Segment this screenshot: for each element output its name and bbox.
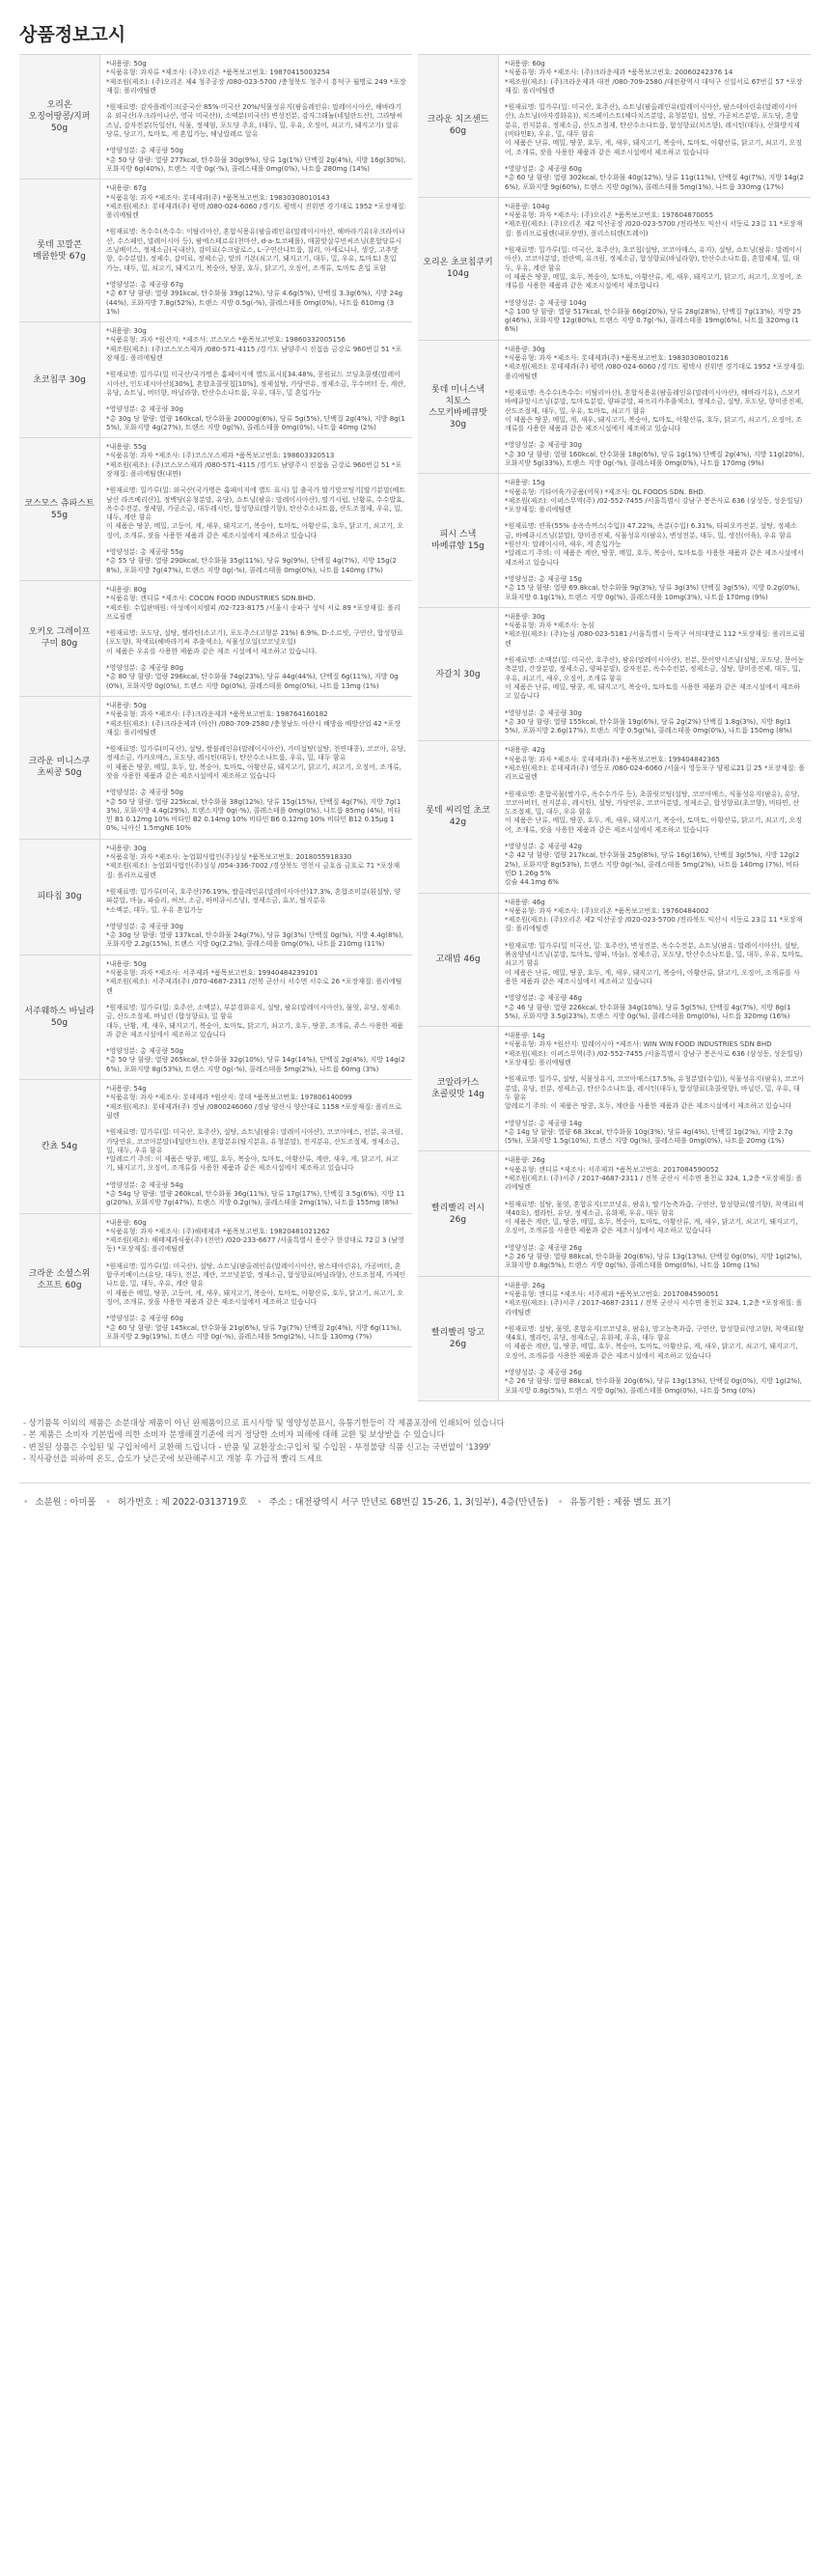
product-info-block: *원재료명: 옥수수(옥수수: 이탈리아산), 혼합식용유(팜올레인유(말레이시아산), 해바라기유), 스모키바베큐맛시즈닝(분말, 토마토분말, 양파분말, 파프리카추출색소), 정제소금, 설탕, 포도당, 향미증진제, 산도조절제, 대두, 밀, 우유, 토마토, 쇠고기 함유 이 제품은 땅콩, 메밀, 게, 새우, 돼지고기, 복숭아, 토마토, 아황산류, 호두, 닭고기, 쇠고기, 오징어, 조개류를 사용한 제품과 같은 제조시설에서 제조하고 있습니다 — [505, 388, 804, 433]
product-info-block: *원재료명: 연육(55% 송옥속꺼스(수입)) 47.22%, 옥분(수입) 6.31%, 타피오카전분, 설탕, 정제소금, 바베큐시즈닝(분말), 향미증진제, 식물성유지(팜유), 변성전분, 대두, 밀, 생선(어육), 우유 함유 *원산지: 말레이시아, 새우, 게 혼입가능 *알레르기 주의: 이 제품은 계란, 땅콩, 메밀, 호두, 복숭아, 토마토를 사용한 제품과 같은 제조시설에서 제조하고 있습니다 — [505, 522, 804, 567]
product-detail — [499, 1277, 811, 1400]
product-name: 코스모스 츄파스트 55g — [19, 438, 100, 580]
footer-seller: 소분원 : 아미몰 — [35, 1496, 97, 1508]
product-info-block: *내용량: 30g *식품유형: 과자 *제조사: 농업회사법인(주)싱싱 *품목보고번호: 2018055918330 *제조원(제조): 농업회사법인(주)싱싱 /054-336-7002 /경상북도 영천시 금호읍 금호로 71 *포장재질: 폴리프로필렌 — [106, 844, 401, 879]
product-detail — [100, 438, 412, 580]
product-row — [19, 322, 412, 438]
product-info-block: *원재료명: 밀가루(밀 미국산/국가명은 홈페이지에 별도표시)[34.48%, 콩원료드 코딩초콜렛(말레이시아산, 인도네시아산)[30%], 혼합초콜릿칩[10%], 정제설탕, 가당연유, 정제소금, 무수버터 등, 계란, 유당, 쇼트닝, 버터향, 바닐라향, 탄산수소나트륨, 우유, 대두, 밀 혼입가능 — [106, 371, 406, 397]
product-row — [19, 840, 412, 956]
product-detail — [100, 697, 412, 839]
product-info-block: *원재료명: 밀가루(밀 미국산, 밀: 호주산), 변성전분, 옥수수전분, 쇼트닝(팜유: 말레이시아산), 설탕, 볶음양념시즈닝(분말, 토마토, 양파, 마늘), 정제소금, 포도당, 탄산수소나트륨, 밀, 대두, 우유, 토마토, 쇠고기 함유 이 제품은 난류, 메밀, 땅콩, 호두, 게, 새우, 돼지고기, 복숭아, 아황산류, 닭고기, 오징어, 조개류를 사용한 제품과 같은 제조시설에서 제조하고 있습니다 — [505, 941, 804, 985]
product-info-block: *원재료명: 밀가루, 설탕, 식물성유지, 코코아매스(17.5%, 유청분말(수입)), 식물성유지(팜유), 코코아분말, 유당, 전분, 정제소금, 탄산수소나트륨, 레시틴(대두), 합성향료(초콜릿향), 바닐린, 밀, 우유, 대두 함유 알레르기 주의: 이 제품은 땅콩, 호두, 계란을 사용한 제품과 같은 제조시설에서 제조하고 있습니다 — [505, 1075, 805, 1111]
product-info-block: *내용량: 54g *식품유형: 과자 *제조사: 롯데제과 *원산지: 롯데 *품목보고번호: 197806140099 *제조원(제조): 롯데제과(주) 경남 /0800246060 /경남 양산시 양산대로 1158 *포장재질: 폴리프로필렌 — [106, 1085, 401, 1120]
product-info-block: *원재료명: 설탕, 물엿, 혼합유지(코코넛유, 팜유), 망고농축과즙, 구연산, 합성향료(망고향), 착색료(황색4호), 젤라틴, 유당, 정제소금, 유화제, 우유, 대두 함유 이 제품은 계란, 밀, 땅콩, 메밀, 호두, 복숭아, 토마토, 아황산류, 게, 새우, 닭고기, 쇠고기, 돼지고기, 오징어, 조개류를 사용한 제품과 같은 제조시설에서 제조하고 있습니다 — [505, 1324, 804, 1360]
product-info-block: *내용량: 60g *식품유형: 과자 *제조사: (주)해태제과 *품목보고번호: 19820481021262 *제조원(제조): 해태제과식품(주) (천안) /020-233-6677 /서울특별시 용산구 한강대로 72길 3 (남영동) *포장재질: 폴리에틸렌 — [106, 1218, 404, 1254]
product-info-block: *원재료명: 밀가루(밀: 미국산, 호주산), 설탕, 쇼트닝(팜유: 말레이시아산), 코코아매스, 전분, 유크림, 가당연유, 코코아분말(네덜란드산), 혼합분유(탈지분유, 유청분말), 전지분유, 산도조절제, 정제소금, 밀, 대두, 우유 함유 *알레르기 주의: 이 제품은 땅콩, 메밀, 호두, 복숭아, 토마토, 아황산류, 계란, 새우, 게, 닭고기, 쇠고기, 돼지고기, 오징어, 조개류를 사용한 제품과 같은 제조시설에서 제조하고 있습니다 — [106, 1128, 403, 1173]
product-info-block: *내용량: 30g *식품유형: 과자 *제조사: 농심 *제조원(제조): (주)농심 /080-023-5181 /서울특별시 동작구 여의대방로 112 *포장재질: 폴리프로필렌 — [505, 612, 805, 648]
product-row — [418, 1151, 811, 1276]
product-info-block: *내용량: 50g *식품유형: 과자 *제조사: (주)크라운제과 *품목보고번호: 198764160182 *제조원(제조): (주)크라운제과 (아산) /080-709-2580 /충청남도 아산시 배방읍 배방산업 42 *포장재질: 폴리에틸렌 — [106, 701, 401, 736]
product-info-block: *원재료명: 밀가루(미국산), 설탕, 쌀불레인유(말레이시아산), 가미설탕(설탕, 천연대콩), 코코아, 유당, 정제소금, 카카오매스, 포도당, 레시틴(대두), 탄산수소나트륨, 우유, 밀, 대두 함유 이 제품은 땅콩, 메밀, 호두, 알, 복숭아, 토마토, 아황산류, 돼지고기, 닭고기, 쇠고기, 오징어, 조개류, 잣을 사용한 제품과 같은 제조시설에서 제조하고 있습니다 — [106, 745, 406, 780]
product-info-block: *원재료명: 밀가루(밀: 미국산), 설탕, 쇼트닝(팜올레인유(말레이시아산, 팜스테아린유), 가공버터, 혼합쿠키베이스(유당, 대두), 전분, 계란, 코코넛분말, 정제소금, 합성향료(바닐라향), 산도조절제, 카제인나트륨, 밀, 대두, 우유, 계란 함유 이 제품은 메밀, 땅콩, 고등어, 게, 새우, 돼지고기, 복숭아, 토마토, 아황산류, 호두, 닭고기, 쇠고기, 오징어, 조개류, 잣을 사용한 제품과 같은 제조시설에서 제조하고 있습니다 — [106, 1261, 406, 1306]
product-name: 코알라카스 초콜릿맛 14g — [418, 1027, 499, 1150]
product-name: 피타칩 30g — [19, 840, 100, 955]
bullet-icon: • — [557, 1496, 564, 1508]
product-info-block: *영양성분: 총 제공량 60g *총 60 당 함량: 열량 145kcal, 탄수화물 21g(6%), 당류 7g(7%) 단백질 2g(4%), 지방 6g(11%), 포화지방 2.9g(19%), 트랜스 지방 0g(-%), 콜레스테롤 5mg(2%), 나트륨 130mg (7%) — [106, 1315, 401, 1341]
product-info-block: *영양성분: 총 제공량 55g *총 55 당 함량: 열량 290kcal, 탄수화물 35g(11%), 당류 9g(9%), 단백질 4g(7%), 지방 15g(28%), 포화지방 7g(47%), 트랜스 지방 0g(-%), 콜레스테롤 0mg(0%), 나트륨 140mg (7%) — [106, 548, 397, 574]
product-name: 롯데 꼬깔콘 매콤한맛 67g — [19, 180, 100, 321]
product-info-block: *내용량: 14g *식품유형: 과자 *원산지: 말레이시아 *제조사: WIN WIN FOOD INDUSTRIES SDN BHD *제조원(제조): 이퍼스무역(주) /02-552-7455 /서울특별시 강남구 봉은사로 636 (삼성동, 성운빌딩) *포장재질: 폴리에틸렌 — [505, 1032, 803, 1067]
product-info-block: *영양성분: 총 제공량 14g *총 14g 당 함량: 열량 68.3kcal, 탄수화물 10g(3%), 당류 4g(4%), 단백질 1g(2%), 지방 2.7g(5%), 포화지방 1.5g(10%), 트랜스 지방 0g(%), 콜레스테롤 0mg(0%), 나트륨 20mg (1%) — [505, 1119, 793, 1146]
product-row — [19, 180, 412, 322]
product-info-block: *내용량: 30g *식품유형: 과자 *제조사: 롯데제과(주) *품목보고번호: 19830308010216 *제조원(제조): 롯데제과(주) 평택 /080-024-6060 /경기도 평택시 진위면 경기대로 1952 *포장재질: 폴리에틸렌 — [505, 345, 805, 380]
product-info-block: *원재료명: 설탕, 물엿, 혼합유지(코코넛유, 팜유), 딸기농축과즙, 구연산, 합성향료(딸기향), 착색료(적색40호), 젤라틴, 유당, 정제소금, 유화제, 우유, 대두 함유 이 제품은 계란, 밀, 땅콩, 메밀, 호두, 복숭아, 토마토, 아황산류, 게, 새우, 닭고기, 쇠고기, 돼지고기, 오징어, 조개류를 사용한 제품과 같은 제조시설에서 제조하고 있습니다 — [505, 1200, 804, 1235]
product-name: 크라운 소셜스위 소프트 60g — [19, 1214, 100, 1347]
product-info-block: *영양성분: 총 제공량 67g *총 67 당 함량: 열량 391kcal, 탄수화물 39g(12%), 당류 4.6g(5%), 단백질 3.3g(6%), 지방 24g(44%), 포화지방 7.8g(52%), 트랜스 지방 0.5g(-%), 콜레스테롤 0mg(0%), 나트륨 610mg (31%) — [106, 280, 403, 316]
product-detail — [100, 180, 412, 321]
product-name: 고래밥 46g — [418, 894, 499, 1027]
product-info-block: *영양성분: 총 제공량 104g *총 100 당 함량: 열량 517kcal, 탄수화물 66g(20%), 당류 28g(28%), 단백질 7g(13%), 지방 25g(46%), 포화지방 12g(80%), 트랜스 지방 0.7g(-%), 콜레스테롤 19mg(6%), 나트륨 320mg (16%) — [505, 298, 802, 334]
bullet-icon: • — [23, 1496, 29, 1508]
product-info-block: *영양성분: 총 제공량 30g *총 30g 당 함량: 열량 137kcal, 탄수화물 24g(7%), 당류 3g(3%) 단백질 0g(%), 지방 4.4g(8%), 포화지방 2.2g(15%), 트랜스 지방 0g(2.2%), 콜레스테롤 0mg(0%), 나트륨 210mg (11%) — [106, 922, 404, 949]
bullet-icon: • — [257, 1496, 263, 1508]
product-info-block: *내용량: 26g *식품유형: 캔디류 *제조사: 서주제과 *품목보고번호: 2017084590052 *제조원(제조): (주)서주 / 2017-4687-2311 / 전북 군산시 서수면 용천로 324, 1,2층 *포장재질: 폴리에틸렌 — [505, 1156, 803, 1192]
product-name: 오리온 초코칩쿠키 104g — [418, 198, 499, 340]
product-info-block: *내용량: 50g *식품유형: 과자류 *제조사: (주)오리온 *품목보고번호: 19870415003254 *제조원(제조): (주)오리온 제4 청주공장 /080-023-5700 /충청북도 청주시 흥덕구 월명로 249 *포장재질: 폴리에틸렌 — [106, 60, 406, 95]
product-name: 롯데 미니스낵 치토스 스모키바베큐맛 30g — [418, 341, 499, 474]
product-info-block: *원재료명: 감자플레이크(중국산 85%·미국산 20%/식물성유지(팜올레인유: 말레이시아산, 해바라기유 외국산(우크라이나산, 영국 미국산)), 소맥분(미국산) 변성전분, 감자그래뉼(네덜란드산), 그라탕씨즈닝, 감자전분(독일산), 식물, 정제염, 포도당 주요, (대두, 밀, 우유, 오징어, 쇠고기, 돼지고기) 알유 당류, 당고기, 토마토, 게 혼입가능, 해낭알레르 알유 — [106, 103, 403, 139]
product-row — [19, 956, 412, 1080]
business-footer — [19, 1482, 811, 1518]
product-info-block: *내용량: 50g *식품유형: 과자 *제조사: 서주제과 *품목보고번호: 19940484239101 *제조원(제조): 서주제과(주) /070-4687-2311 /전북 군산시 서수면 서수로 26 *포장재질: 폴리에틸렌 — [106, 959, 402, 995]
product-detail — [499, 1151, 811, 1275]
product-info-block: *내용량: 67g *식품유형: 과자 *제조사: 롯데제과(주) *품목보고번호: 19830308010143 *제조원(제조): 롯데제과(주) 평택 /080-024-6060 /경기도 평택시 진위면 경기대로 1952 *포장재질: 폴리에틸렌 — [106, 184, 406, 220]
notice-list — [19, 1417, 811, 1465]
product-row — [418, 608, 811, 742]
product-row — [418, 1277, 811, 1401]
product-name: 크라운 미니스쿠 초씨콩 50g — [19, 697, 100, 839]
product-name: 피시 스낵 바베큐향 15g — [418, 474, 499, 607]
product-name: 빨리빨리 러시 26g — [418, 1151, 499, 1275]
product-info-block: *내용량: 60g *식품유형: 과자 *제조사: (주)크라운제과 *품목보고번호: 20060242376 14 *제조원(제조): (주)크라운제과 대전 /080-709-2580 /대전광역시 대덕구 신일서로 67번길 57 *포장재질: 폴리에틸렌 — [505, 60, 803, 95]
product-name: 크라운 치즈센드 60g — [418, 55, 499, 197]
footer-address: 주소 : 대전광역시 서구 만년로 68번길 15-26, 1, 3(일부), 4층(만년동) — [268, 1496, 548, 1508]
product-info-block: *원재료명: 밀가루(밀: 외국산(국가명은 홈페이지에 별도 표시) 밀 출곡가 딸기맛코팅기[딸기분말(베트남산 라즈베리산)], 정백당(유청분말, 유당), 쇼트닝(팜유: 말레이시아산), 딸기시럽, 난황류, 수수발효, 옥수수전분, 정제염, 가공소금, 대두레시틴, 합성향료(딸기향), 탄산수소나트륨, 산도조절제, 우유, 밀, 대두, 계란 함유 이 제품은 땅콩, 메밀, 고등어, 게, 새우, 돼지고기, 복숭아, 토마토, 아황산류, 호두, 닭고기, 쇠고기, 오징어, 조개류, 잣을 사용한 제품과 같은 제조시설에서 제조하고 있습니다 — [106, 486, 406, 540]
product-row — [418, 894, 811, 1028]
notice-line: - 직사광선을 피하여 온도, 습도가 낮은곳에 보관해주시고 개봉 후 가급적 빨리 드세요 — [23, 1454, 323, 1464]
product-name: 자갈치 30g — [418, 608, 499, 741]
notice-line: - 상기품목 이외의 제품은 소분대상 제품이 아닌 완제품이므로 표시사항 및 영양성분표시, 유통기한등이 각 제품포장에 인쇄되어 있습니다 — [23, 1417, 505, 1427]
product-detail — [499, 341, 811, 474]
footer-license: 허가번호 : 제 2022-0313719호 — [117, 1496, 248, 1508]
product-detail — [100, 581, 412, 696]
product-info-block: *영양성분: 총 제공량 15g *총 15 당 함량: 열량 69.8kcal, 탄수화물 9g(3%), 당류 3g(3%) 단백질 3g(5%), 지방 0.2g(0%), 포화지방 0.1g(1%), 트랜스 지방 0g(%), 콜레스테롤 10mg(3%), 나트륨 170mg (9%) — [505, 574, 800, 601]
product-row — [418, 198, 811, 341]
product-info-block: *영양성분: 총 제공량 54g *총 54g 당 함량: 열량 260kcal, 탄수화물 36g(11%), 당류 17g(17%), 단백질 3.5g(6%), 지방 11g(20%), 포화지방 7g(47%), 트랜스 지방 0.2g(%), 콜레스테롤 2mg(1%), 나트륨 155mg (8%) — [106, 1180, 405, 1207]
product-info-block: *영양성분: 총 제공량 42g *총 42 당 함량: 열량 217kcal, 탄수화물 25g(8%), 당류 16g(16%), 단백질 3g(5%), 지방 12g(22%), 포화지방 8g(53%), 트랜스 지방 0g(-%), 콜레스테롤 5mg(2%), 나트륨 140mg (7%), 비타민D 1.26g 5% 칼슘 44.1mg 6% — [505, 843, 800, 887]
product-info-grid — [19, 54, 811, 1401]
product-info-block: *내용량: 80g *식품유형: 캔디류 *제조사: COCON FOOD INDUSTRIES SDN.BHD. *제조원: 수입판매원: 아성에이치엠피 /02-723-8175 /서울시 송파구 성덕 서로 89 *포장재질: 폴리프로필렌 — [106, 585, 401, 621]
product-info-block: *영양성분: 총 제공량 50g *총 50 당 함량: 열량 225kcal, 탄수화물 38g(12%), 당류 15g(15%), 단백질 4g(7%), 지방 7g(13%), 포화지방 4.4g(29%), 트랜스지방 0g(-%), 콜레스테롤 0mg(0%), 나트륨 85mg (4%), 비타민 B1 0.12mg 10% 비타민 B2 0.14mg 10% 비타민 B6 0.12mg 10% 비타민 B12 0.15μg 10%, 니아신 1.5mgNE 10% — [106, 789, 401, 833]
product-info-block: *원재료명: 밀가루(밀: 미국산, 호주산), 초코칩(설탕, 코코아매스, 유지), 설탕, 쇼트닝(팜유: 말레이시아산), 코코아분말, 전란액, 유크림, 정제소금, 합성향료(바닐라향), 탄산수소나트륨, 혼합제제, 밀, 대두, 우유, 계란 함유 이 제품은 땅콩, 메밀, 호두, 복숭아, 토마토, 아황산류, 게, 새우, 돼지고기, 닭고기, 쇠고기, 오징어, 조개류를 사용한 제품과 같은 제조시설에서 제조합니다 — [505, 246, 803, 291]
product-detail — [499, 608, 811, 741]
product-info-block: *원재료명: 소맥분(밀: 미국산, 호주산), 팜유(말레이시아산), 전분, 문어맛시즈닝(설탕, 포도당, 문어농축분말, 간장분말, 정제소금, 양파분말), 감자전분, 옥수수전분, 정제소금, 설탕, 향미증진제, 대두, 밀, 우유, 쇠고기, 새우, 오징어, 조개류 함유 이 제품은 난류, 메밀, 땅콩, 게, 돼지고기, 복숭아, 토마토를 사용한 제품과 같은 제조시설에서 제조하고 있습니다 — [505, 656, 804, 701]
page-title: 상품정보고시 — [19, 24, 126, 45]
product-info-block: *원재료명: 옥수수(옥수수: 이탈리아산, 혼합식용유(팜올레인유(말레이시아산, 해바라기유(우크라이나산, 수스페인, 말레이시아 등), 팜에스테르유(천마산, d-a-토코페롤), 매콤맛살루빈씨즈닝(혼합당류시즈닝배이스, 정제소금(국내산), 감미료(수크랄로스, L-구연산나트륨, 칠리, 아세로니나, 생강, 고추맛향, 수수분말), 정제수, 감미료, 정제소금, 맛의 기본(쇠고기, 돼지고기, 대두, 밀, 우유, 토마토) 혼입 가능, 대두, 밀, 쇠고기, 돼지고기, 복숭아, 땅콩, 호두, 닭고기, 오징어, 조개류, 토마토 혼입 포함 — [106, 228, 405, 272]
product-detail — [499, 1027, 811, 1150]
product-info-block: *내용량: 42g *식품유형: 과자 *제조사: 롯데제과(주) *품목보고번호: 199404842365 *제조원(제조): 롯데제과(주) 영등포 /080-024-6060 /서울시 영등포구 양평로21길 25 *포장재질: 폴리프로필렌 — [505, 746, 805, 782]
product-name: 칸쵸 54g — [19, 1080, 100, 1213]
product-info-block: *내용량: 104g *식품유형: 과자 *제조사: (주)오리온 *품목보고번호: 197604870055 *제조원(제조): (주)오리온 제2 익산공장 /020-023-5700 /전라북도 익산시 서동로 23길 11 *포장재질: 폴리프로필렌(내포장면), 폴리스티렌(트레이) — [505, 202, 803, 237]
product-detail — [100, 840, 412, 955]
product-detail — [100, 1214, 412, 1347]
product-name: 서주웨하스 바닐라 50g — [19, 956, 100, 1079]
product-name: 빨리빨리 망고 26g — [418, 1277, 499, 1400]
product-detail — [499, 198, 811, 340]
product-row — [418, 55, 811, 198]
product-info-block: *영양성분: 총 제공량 60g *총 60 당 함량: 열량 302kcal, 탄수화물 40g(12%), 당류 11g(11%), 단백질 4g(7%), 지방 14g(26%), 포화지방 9g(60%), 트랜스 지방 0g(%), 콜레스테롤 5mg(1%), 나트륨 330mg (17%) — [505, 164, 804, 191]
product-detail — [100, 956, 412, 1079]
product-row — [19, 438, 412, 581]
product-detail — [499, 55, 811, 197]
product-row — [418, 1027, 811, 1151]
notice-line: - 본 제품은 소비자 기본법에 의한 소비자 분쟁해결기준에 의거 정당한 소비자 피해에 대해 교환 및 보상받을 수 있습니다 — [23, 1429, 445, 1440]
product-row — [19, 1214, 412, 1348]
product-detail — [499, 894, 811, 1027]
footer-shelf-life: 유통기한 : 제품 별도 표기 — [569, 1496, 672, 1508]
product-detail — [499, 741, 811, 892]
product-info-block: *원재료명: 포도당, 설탕, 젤라틴(소고기), 포도주스(고형분 21%) 6.9%, D-소르빗, 구연산, 합성향료(포도향), 착색료(해바라기씨 추출색소), 식물성오일(코코넛오일) 이 제품은 우유를 사용한 제품과 같은 제조 시설에서 제조하고 있습니다. — [106, 629, 403, 655]
product-info-block: *내용량: 15g *식품유형: 기타어육가공품(어묵) *제조사: QL FOODS SDN. BHD. *제조원(제조): 이퍼스무역(주) /02-552-7455 /서울특별시 강남구 봉은사로 636 (삼성동, 성운빌딩) *포장재질: 폴리에틸렌 — [505, 479, 803, 514]
product-info-block: *내용량: 46g *식품유형: 과자 *제조사: (주)오리온 *품목보고번호: 19760484002 *제조원(제조): (주)오리온 제2 익산공장 /020-023-5700 /전라북도 익산시 서동로 23길 11 *포장재질: 폴리에틸렌 — [505, 898, 803, 933]
product-info-block: *영양성분: 총 제공량 30g *총 30 당 함량: 열량 155kcal, 탄수화물 19g(6%), 당류 2g(2%) 단백질 1.8g(3%), 지방 8g(15%), 포화지방 2.6g(17%), 트랜스 지방 0.5g(%), 콜레스테롤 0mg(0%), 나트륨 150mg (8%) — [505, 708, 792, 735]
product-row — [418, 474, 811, 608]
product-info-block: *영양성분: 총 제공량 46g *총 46 당 함량: 열량 226kcal, 탄수화물 34g(10%), 당류 5g(5%), 단백질 4g(7%), 지방 8g(15%), 포화지방 3.5g(23%), 트랜스 지방 0g(%), 콜레스테롤 0mg(0%), 나트륨 320mg (16%) — [505, 994, 791, 1020]
product-row — [19, 581, 412, 697]
product-detail — [100, 55, 412, 179]
product-info-block: *영양성분: 총 제공량 26g *총 26 당 함량: 열량 88kcal, 탄수화물 20g(6%), 당류 13g(13%), 단백질 0g(0%), 지방 1g(2%), 포화지방 0.8g(5%), 트랜스 지방 0g(%), 콜레스테롤 0mg(0%), 나트륨 10mg (1%) — [505, 1243, 803, 1270]
notice-line: - 변질된 상품은 수입된 및 구입처에서 교환해 드립니다 - 반품 및 교환장소:구입처 및 수입원 - 부정불량 식품 신고는 국번없이 '1399' — [23, 1441, 491, 1452]
product-info-block: *원재료명: 밀가루(미국, 호주산)76.19%, 쌀올레인유(말레이시아산)17.3%, 혼합조미분(흰설탕, 양파분말, 마늘, 파슬리, 허브, 소금, 바비큐시즈닝), 정제소금, 효모, 탈지분유 *소맥분, 대두, 밀, 우유 혼입가능 — [106, 887, 401, 914]
product-info-block: *영양성분: 총 제공량 30g *총 30g 당 함량: 열량 160kcal, 탄수화물 20000g(6%), 당류 5g(5%), 단백질 2g(4%), 지방 8g(15%), 포화지방 4g(27%), 트랜스 지방 0g(%), 콜레스테롤 0mg(0%), 나트륨 40mg (2%) — [106, 405, 405, 431]
product-name: 오리온 오징어땅콩/지퍼 50g — [19, 55, 100, 179]
product-name: 오키오 그레이프 구미 80g — [19, 581, 100, 696]
product-info-block: *영양성분: 총 제공량 50g *총 50 당 함량: 열량 277kcal, 탄수화물 30g(9%), 당류 1g(1%) 단백질 2g(4%), 지방 16g(30%), 포화지방 6g(40%), 트랜스 지방 0g(-%), 콜레스테롤 0mg(0%), 나트륨 280mg (14%) — [106, 147, 406, 173]
product-detail — [499, 474, 811, 607]
product-row — [418, 741, 811, 893]
bullet-icon: • — [105, 1496, 111, 1508]
product-row — [19, 55, 412, 180]
product-column-left — [19, 54, 412, 1401]
product-row — [19, 1080, 412, 1214]
product-info-block: *내용량: 26g *식품유형: 캔디류 *제조사: 서주제과 *품목보고번호: 2017084590051 *제조원(제조): (주)서주 / 2017-4687-2311 / 전북 군산시 서수면 용천로 324, 1,2층 *포장재질: 폴리에틸렌 — [505, 1281, 803, 1316]
product-row — [418, 341, 811, 475]
product-info-block: *원재료명: 밀가루(밀: 호주산, 소맥분), 부분경화유지, 설탕, 팜유(말레이시아산), 물엿, 유당, 정제소금, 산도조절제, 바닐린 (합성향료), 밀 함유 대두, 난황, 게, 새우, 돼지고기, 복숭아, 토마토, 닭고기, 쇠고기, 호두, 땅콩, 조개류, 쥬스 사용한 제품과 같은 제조시설에서 제조하고 있습니다 — [106, 1003, 404, 1039]
product-info-block: *영양성분: 총 제공량 30g *총 30 당 함량: 열량 160kcal, 탄수화물 18g(6%), 당류 1g(1%) 단백질 2g(4%), 지방 11g(20%), 포화지방 5g(33%), 트랜스 지방 0g(-%), 콜레스테롤 0mg(0%), 나트륨 170mg (9%) — [505, 441, 805, 467]
product-info-block: *영양성분: 총 제공량 26g *총 26 당 함량: 열량 88kcal, 탄수화물 20g(6%), 당류 13g(13%), 단백질 0g(0%), 지방 1g(2%), 포화지방 0.8g(5%), 트랜스 지방 0g(%), 콜레스테롤 0mg(0%), 나트륨 5mg (0%) — [505, 1369, 803, 1395]
product-info-block: *원재료명: 혼합곡물(쌀가루, 옥수수가루 등), 초콜릿코팅(설탕, 코코아매스, 식물성유지(팜유), 유당, 코코아버터, 전지분유, 레시틴), 설탕, 가당연유, 코코아분말, 정제소금, 합성향료(초코향), 비타민, 산도조절제, 밀, 대두, 우유 함유 이 제품은 난류, 메밀, 땅콩, 호두, 게, 새우, 돼지고기, 복숭아, 토마토, 아황산류, 닭고기, 쇠고기, 오징어, 조개류, 잣을 사용한 제품과 같은 제조시설에서 제조하고 있습니다 — [505, 789, 803, 834]
product-info-block: *영양성분: 총 제공량 50g *총 50 당 함량: 열량 265kcal, 탄수화물 32g(10%), 당류 14g(14%), 단백질 2g(4%), 지방 14g(26%), 포화지방 8g(53%), 트랜스 지방 0g(-%), 콜레스테롤 5mg(2%), 나트륨 60mg (3%) — [106, 1047, 405, 1073]
product-detail — [100, 1080, 412, 1213]
product-column-right — [418, 54, 811, 1401]
product-info-block: *원재료명: 밀가루(밀: 미국산, 호주산), 쇼트닝(팜올레인유(말레이시아산, 팜스테아린유(말레이시아산), 쇼트닝(야자경화유)), 치즈페이스트(체다치즈분말, 유청분말), 설탕, 가공치즈분말, 포도당, 혼합분유, 전지분유, 정제소금, 산도조절제, 탄산수소나트륨, 합성향료(치즈향), 레시틴(대두), 산화방지제(비타민E), 우유, 밀, 대두 함유 이 제품은 난류, 메밀, 땅콩, 호두, 게, 새우, 돼지고기, 복숭아, 토마토, 아황산류, 닭고기, 쇠고기, 오징어, 조개류, 잣을 사용한 제품과 같은 제조시설에서 제조하고 있습니다 — [505, 103, 803, 156]
product-name: 롯데 씨리얼 초코 42g — [418, 741, 499, 892]
product-info-block: *내용량: 55g *식품유형: 과자 *제조사: (주)코스모스제과 *품목보고번호: 198603320513 *제조원(제조): (주)코스모스제과 /080-571-4115 /경기도 남양주시 진접읍 금강로 960번길 51 *포장재질: 폴리에틸렌(내면) — [106, 443, 402, 478]
product-name: 초코칩쿠 30g — [19, 322, 100, 437]
product-info-block: *영양성분: 총 제공량 80g *총 80 당 함량: 열량 296kcal, 탄수화물 74g(23%), 당류 44g(44%), 단백질 6g(11%), 지방 0g(0%), 포화지방 0g(0%), 트랜스 지방 0g(0%), 콜레스테롤 0mg(0%), 나트륨 13mg (1%) — [106, 664, 399, 690]
product-detail — [100, 322, 412, 437]
product-row — [19, 697, 412, 840]
product-info-block: *내용량: 30g *식품유형: 과자 *원산지: *제조사: 코스모스 *품목보고번호: 19860332005156 *제조원(제조): (주)코스모스제과 /080-571-4115 /경기도 남양주시 진접읍 금강로 960번길 51 *포장재질: 폴리에틸렌 — [106, 327, 402, 363]
